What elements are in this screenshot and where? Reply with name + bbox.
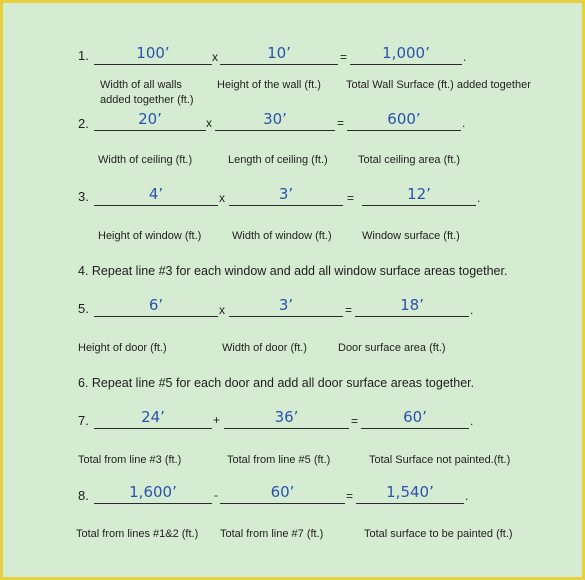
label: Height of window (ft.) — [98, 230, 202, 242]
period: . — [470, 303, 474, 317]
label: Total from line #5 (ft.) — [227, 454, 331, 466]
field-total-line-3[interactable]: 24’ — [94, 408, 212, 429]
operator: x — [212, 50, 218, 64]
instruction-line-6: 6. Repeat line #5 for each door and add all door surface areas together. — [78, 376, 475, 390]
label: Door surface area (ft.) — [338, 342, 446, 354]
line-number: 3. — [78, 189, 89, 204]
line-number: 7. — [78, 413, 89, 428]
equals: = — [337, 116, 345, 130]
label: Total Surface not painted.(ft.) — [369, 454, 511, 466]
field-window-width[interactable]: 3’ — [229, 185, 343, 206]
operator: + — [213, 413, 221, 427]
field-window-surface[interactable]: 12’ — [362, 185, 476, 206]
label: Total Wall Surface (ft.) added together — [346, 79, 531, 91]
field-ceiling-length[interactable]: 30’ — [215, 110, 335, 131]
operator: - — [214, 488, 218, 502]
label: Total from line #3 (ft.) — [78, 454, 182, 466]
equals: = — [340, 50, 348, 64]
line-number: 2. — [78, 116, 89, 131]
field-total-not-painted[interactable]: 60’ — [361, 408, 469, 429]
field-width-of-walls[interactable]: 100’ — [94, 44, 212, 65]
field-total-line-5[interactable]: 36’ — [224, 408, 349, 429]
line-number: 8. — [78, 488, 89, 503]
line-number: 1. — [78, 48, 89, 63]
field-total-wall-surface[interactable]: 1,000’ — [350, 44, 462, 65]
field-total-to-paint[interactable]: 1,540’ — [356, 483, 464, 504]
label: Total ceiling area (ft.) — [358, 154, 461, 166]
instruction-line-4: 4. Repeat line #3 for each window and add all window surface areas together. — [78, 264, 508, 278]
label: Height of door (ft.) — [78, 342, 167, 354]
period: . — [470, 414, 474, 428]
label: Total from lines #1&2 (ft.) — [76, 528, 199, 540]
equals: = — [345, 303, 353, 317]
field-door-surface[interactable]: 18’ — [355, 296, 469, 317]
equals: = — [346, 489, 354, 503]
field-door-width[interactable]: 3’ — [229, 296, 343, 317]
label: Total surface to be painted (ft.) — [364, 528, 513, 540]
period: . — [477, 191, 481, 205]
label: Window surface (ft.) — [362, 230, 460, 242]
equals: = — [351, 414, 359, 428]
line-number: 5. — [78, 301, 89, 316]
field-total-lines-1-2[interactable]: 1,600’ — [94, 483, 212, 504]
field-wall-height[interactable]: 10’ — [220, 44, 338, 65]
period: . — [463, 50, 467, 64]
field-door-height[interactable]: 6’ — [94, 296, 218, 317]
period: . — [462, 116, 466, 130]
label: Width of all walls added together (ft.) — [100, 79, 194, 106]
field-total-line-7[interactable]: 60’ — [220, 483, 345, 504]
field-ceiling-width[interactable]: 20’ — [94, 110, 206, 131]
operator: x — [219, 303, 225, 317]
operator: x — [219, 191, 225, 205]
field-window-height[interactable]: 4’ — [94, 185, 218, 206]
label: Width of door (ft.) — [222, 342, 307, 354]
label: Width of ceiling (ft.) — [98, 154, 193, 166]
label: Length of ceiling (ft.) — [228, 154, 328, 166]
label: Width of window (ft.) — [232, 230, 332, 242]
period: . — [465, 489, 469, 503]
field-ceiling-area[interactable]: 600’ — [347, 110, 461, 131]
label: Height of the wall (ft.) — [217, 79, 321, 91]
label: Total from line #7 (ft.) — [220, 528, 324, 540]
operator: x — [206, 116, 212, 130]
equals: = — [347, 191, 355, 205]
